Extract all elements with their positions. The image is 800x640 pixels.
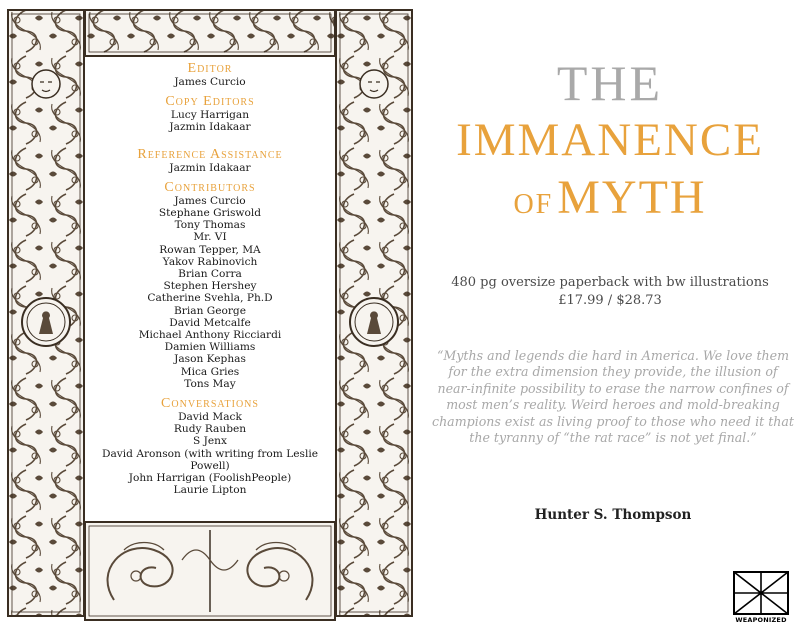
right-pillar (334, 8, 414, 622)
editor-name: James Curcio (174, 76, 246, 88)
contributors-section (100, 181, 320, 390)
title-the: THE (556, 55, 664, 111)
title-myth: MYTH (557, 171, 707, 224)
contributors-heading: Contributors (164, 179, 256, 195)
reference-section (100, 148, 320, 174)
book-title (420, 55, 800, 237)
contributor-name: Stephane Griswold (158, 207, 262, 220)
contributor-name: Michael Anthony Ricciardi (138, 329, 282, 342)
contributor-name: Catherine Svehla, Ph.D (147, 292, 273, 305)
contributor-name: Stephen Hershey (163, 280, 257, 293)
editor-heading: Editor (187, 61, 233, 76)
contributor-name: Tons May (184, 377, 236, 390)
conversation-name: John Harrigan (FoolishPeople) (128, 472, 292, 485)
left-pillar (6, 8, 86, 622)
title-immanence: IMMANENCE (456, 114, 764, 166)
quote-text: “Myths and legends die hard in America. We love them for the extra dimension they provide, the illusion of near-infinite possibility to erase the narrow confines of most men’s reality. Weird heroes and mold-breaking champions exist as living proof to those who need it that the tyranny of “the rat race” is not yet final.” (432, 348, 794, 446)
contributor-name: Yakov Rabinovich (162, 255, 258, 268)
conversation-name: Laurie Lipton (173, 484, 247, 497)
contributor-name: Brian Corra (178, 268, 242, 281)
contributor-name: Brian George (174, 304, 246, 317)
copy-editors-heading: Copy Editors (165, 94, 255, 110)
conversations-heading: Conversations (161, 396, 259, 412)
logo-text: WEAPONIZED (735, 616, 787, 624)
quote-author: Hunter S. Thompson (534, 507, 692, 523)
contributor-name: Mica Gries (180, 365, 240, 378)
contributor-name: Rowan Tepper, MA (159, 243, 261, 256)
contributor-name: Damien Williams (164, 341, 256, 354)
copy-editors-section (100, 95, 320, 133)
contributor-name: Mr. VI (193, 231, 227, 244)
conversation-name: S Jenx (193, 435, 227, 448)
publisher-logo (732, 570, 790, 624)
book-info (430, 274, 790, 310)
credits-panel (100, 62, 320, 496)
weaponized-logo-icon (732, 570, 790, 616)
bottom-panel (84, 520, 336, 622)
contributor-name: Tony Thomas (174, 219, 246, 232)
copy-editor-name: Jazmin Idakaar (169, 121, 251, 134)
reference-heading: Reference Assistance (137, 146, 283, 162)
contributor-name: Jason Kephas (174, 353, 246, 366)
top-band (84, 8, 336, 58)
contributor-name: James Curcio (174, 194, 246, 207)
conversation-name: David Mack (178, 411, 242, 424)
conversation-name: Rudy Rauben (173, 423, 247, 436)
copy-editor-name: Lucy Harrigan (170, 109, 250, 122)
title-of-myth-line (420, 170, 800, 237)
conversation-name: David Aronson (with writing from Leslie Powell) (102, 447, 318, 472)
contributor-name: David Metcalfe (169, 316, 251, 329)
conversations-section (100, 397, 320, 496)
title-of: OF (513, 189, 554, 220)
editor-section (100, 62, 320, 88)
format-description: 480 pg oversize paperback with bw illustrations (451, 275, 769, 290)
price: £17.99 / $28.73 (558, 293, 662, 308)
reference-name: Jazmin Idakaar (169, 161, 251, 174)
